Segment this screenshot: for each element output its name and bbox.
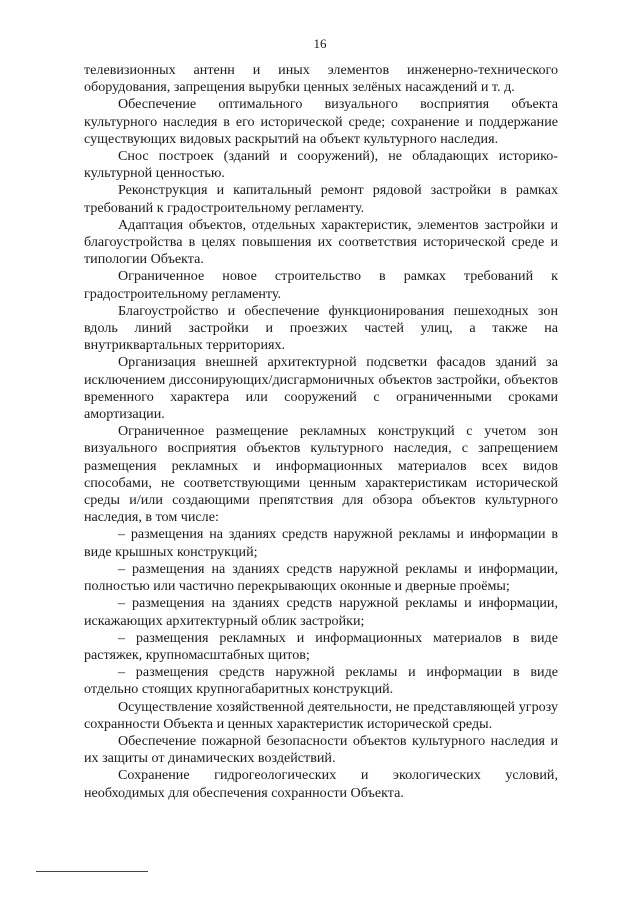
paragraph-landscaping: Благоустройство и обеспечение функционирования пешеходных зон вдоль линий застройки и проезжих частей улиц, а также на внутриквартальных территориях. <box>84 302 558 354</box>
paragraph-demolition: Снос построек (зданий и сооружений), не обладающих историко-культурной ценностью. <box>84 148 558 182</box>
list-item-freestanding-structures: – размещения средств наружной рекламы и информации в виде отдельно стоящих крупногабаритных конструкций. <box>84 664 558 698</box>
list-item-window-covering: – размещения на зданиях средств наружной рекламы и информации, полностью или частично перекрывающих оконные и дверные проёмы; <box>84 560 558 595</box>
list-item-banners: – размещения рекламных и информационных материалов в виде растяжек, крупномасштабных щитов; <box>84 629 558 663</box>
list-item-architectural-distortion: – размещения на зданиях средств наружной рекламы и информации, искажающих архитектурный облик застройки; <box>84 595 558 629</box>
paragraph-lighting: Организация внешней архитектурной подсветки фасадов зданий за исключением диссонирующих/дисгармоничных объектов застройки, объектов временного характера или сооружений с ограниченными сроками амортизации. <box>84 354 558 423</box>
footer-rule <box>36 871 148 872</box>
paragraph-fire-safety: Обеспечение пожарной безопасности объектов культурного наследия и их защиты от динамических воздействий. <box>84 732 558 767</box>
paragraph-continuation: телевизионных антенн и иных элементов инженерно-технического оборудования, запрещения вырубки ценных зелёных насаждений и т. д. <box>84 62 558 96</box>
paragraph-adaptation: Адаптация объектов, отдельных характеристик, элементов застройки и благоустройства в целях повышения их соответствия исторической среде и типологии Объекта. <box>84 216 558 268</box>
list-item-roof-structures: – размещения на зданиях средств наружной рекламы и информации в виде крышных конструкций; <box>84 526 558 560</box>
page-number: 16 <box>313 36 327 51</box>
paragraph-economic-activity: Осуществление хозяйственной деятельности, не представляющей угрозу сохранности Объекта и ценных характеристик исторической среды. <box>84 698 558 732</box>
paragraph-hydrogeology: Сохранение гидрогеологических и экологических условий, необходимых для обеспечения сохранности Объекта. <box>84 767 558 801</box>
document-body <box>84 62 558 802</box>
paragraph-visual-perception: Обеспечение оптимального визуального восприятия объекта культурного наследия в его исторической среде; сохранение и поддержание существующих видовых раскрытий на объект культурного наследия. <box>84 96 558 147</box>
paragraph-reconstruction: Реконструкция и капитальный ремонт рядовой застройки в рамках требований к градостроительному регламенту. <box>84 182 558 216</box>
paragraph-new-construction: Ограниченное новое строительство в рамках требований к градостроительному регламенту. <box>84 268 558 302</box>
paragraph-advertising: Ограниченное размещение рекламных конструкций с учетом зон визуального восприятия объектов культурного наследия, с запрещением размещения рекламных и информационных материалов всех видов способами, не соответствующими ценным характеристикам исторической среды и/или создающими препятствия для обзора объектов культурного наследия, в том числе: <box>84 423 558 526</box>
